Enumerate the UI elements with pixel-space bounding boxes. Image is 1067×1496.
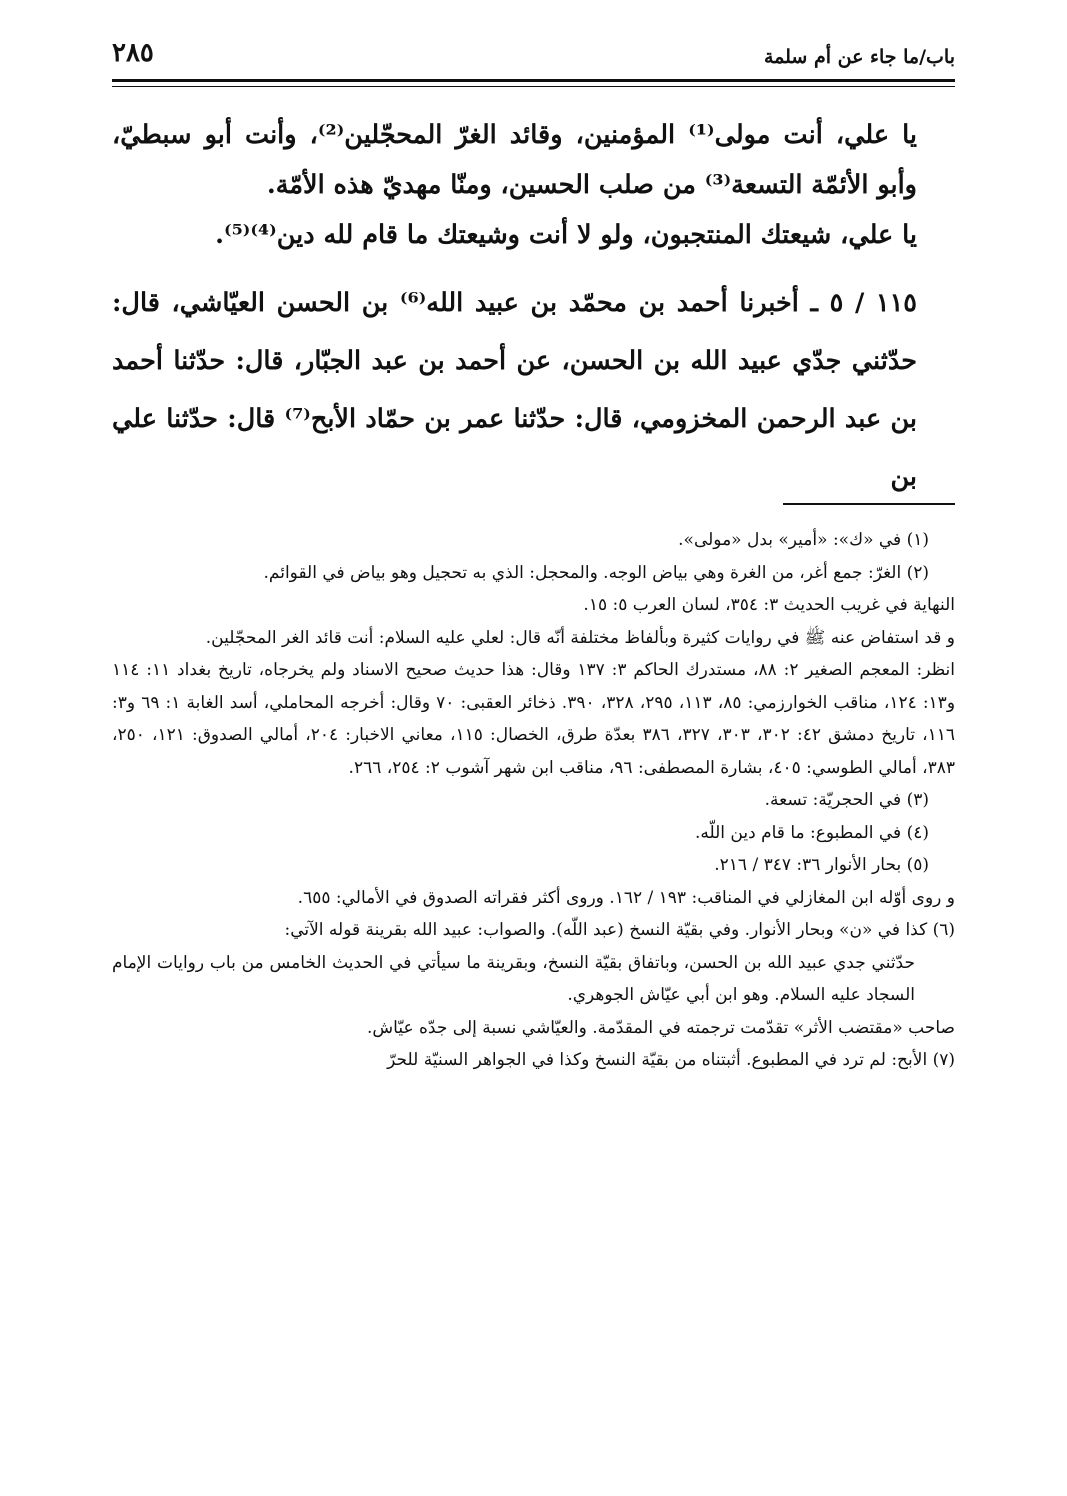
footnote: (٢) الغرّ: جمع أغر، من الغرة وهي بياض الوجه. والمحجل: الذي به تحجيل وهو بياض في القوائم. <box>263 562 929 583</box>
footnote: (٤) في المطبوع: ما قام دين اللّه. <box>694 822 929 843</box>
footnote: (١) في «ك»: «أمير» بدل «مولى». <box>678 530 929 550</box>
footnote: صاحب «مقتضب الأثر» تقدّمت ترجمته في المقدّمة. والعيّاشي نسبة إلى جدّه عيّاش. <box>367 1017 955 1038</box>
body-paragraph: يا علي، أنت مولى⁽¹⁾ المؤمنين، وقائد الغرّ المحجّلين⁽²⁾، وأنت أبو سبطيّ، وأبو الأئمّة التسعة⁽³⁾ من صلب الحسين، ومنّا مهديّ هذه الأمّة. <box>112 120 918 200</box>
footnote: (٦) كذا في «ن» وبحار الأنوار. وفي بقيّة النسخ (عبد اللّه). والصواب: عبيد الله بقرينة قوله الآتي: <box>284 920 955 940</box>
footnote: و روى أوّله ابن المغازلي في المناقب: ١٩٣ / ١٦٢. وروى أكثر فقراته الصدوق في الأمالي: ٦٥٥. <box>297 887 955 908</box>
footnote: انظر: المعجم الصغير ٢: ٨٨، مستدرك الحاكم ٣: ١٣٧ وقال: هذا حديث صحيح الاسناد ولم يخرجاه، تاريخ بغداد ١١: ١١٤ و١٣: ١٢٤، مناقب الخوارزمي: ٨٥، ١١٣، ٢٩٥، ٣٢٨، ٣٩٠. ذخائر العقبى: ٧٠ وقال: أخرجه المحاملي، أسد الغابة ١: ٦٩ و٣: ١١٦، تاريخ دمشق ٤٢: ٣٠٢، ٣٠٣، ٣٢٧، ٣٨٦ بعدّة طرق، الخصال: ١١٥، معاني الاخبار: ٢٠٤، أمالي الصدوق: ١٢١، ٢٥٠، ٣٨٣، أمالي الطوسي: ٤٠٥، بشارة المصطفى: ٩٦، مناقب ابن شهر آشوب ٢: ٢٥٤، ٢٦٦. <box>112 660 956 778</box>
footnote: حدّثني جدي عبيد الله بن الحسن، وباتفاق بقيّة النسخ، وبقرينة ما سيأتي في الحديث الخامس من باب روايات الإمام السجاد عليه السلام. وهو ابن أبي عيّاش الجوهري. <box>112 952 915 1005</box>
footnote: و قد استفاض عنه ﷺ في روايات كثيرة وبألفاظ مختلفة أنّه قال: لعلي عليه السلام: أنت قائد الغر المحجّلين. <box>205 627 955 648</box>
body-paragraph: ١١٥ / ٥ ـ أخبرنا أحمد بن محمّد بن عبيد الله⁽⁶⁾ بن الحسن العيّاشي، قال: حدّثني جدّي عبيد الله بن الحسن، عن أحمد بن عبد الجبّار، قال: حدّثنا أحمد بن عبد الرحمن المخزومي، قال: حدّثنا عمر بن حمّاد الأبح⁽⁷⁾ قال: حدّثنا علي بن <box>112 288 918 492</box>
footnote: النهاية في غريب الحديث ٣: ٣٥٤، لسان العرب ٥: ١٥. <box>583 595 955 615</box>
main-text <box>112 110 955 506</box>
page-number: ٢٨٥ <box>112 38 154 68</box>
footnotes <box>112 524 955 1077</box>
footnote: (٣) في الحجريّة: تسعة. <box>764 790 929 810</box>
footnote: (٧) الأبح: لم ترد في المطبوع. أثبتناه من بقيّة النسخ وكذا في الجواهر السنيّة للحرّ <box>387 1050 955 1070</box>
header-rule-thick <box>112 79 955 82</box>
page-header <box>112 34 955 76</box>
footnote-separator <box>783 503 955 505</box>
body-paragraph: يا علي، شيعتك المنتجبون، ولو لا أنت وشيعتك ما قام لله دين⁽⁴⁾⁽⁵⁾. <box>215 220 917 250</box>
footnote: (٥) بحار الأنوار ٣٦: ٣٤٧ / ٢١٦. <box>714 855 929 875</box>
chapter-title: باب/ما جاء عن أم سلمة <box>763 46 955 68</box>
header-rule-thin <box>112 86 955 87</box>
